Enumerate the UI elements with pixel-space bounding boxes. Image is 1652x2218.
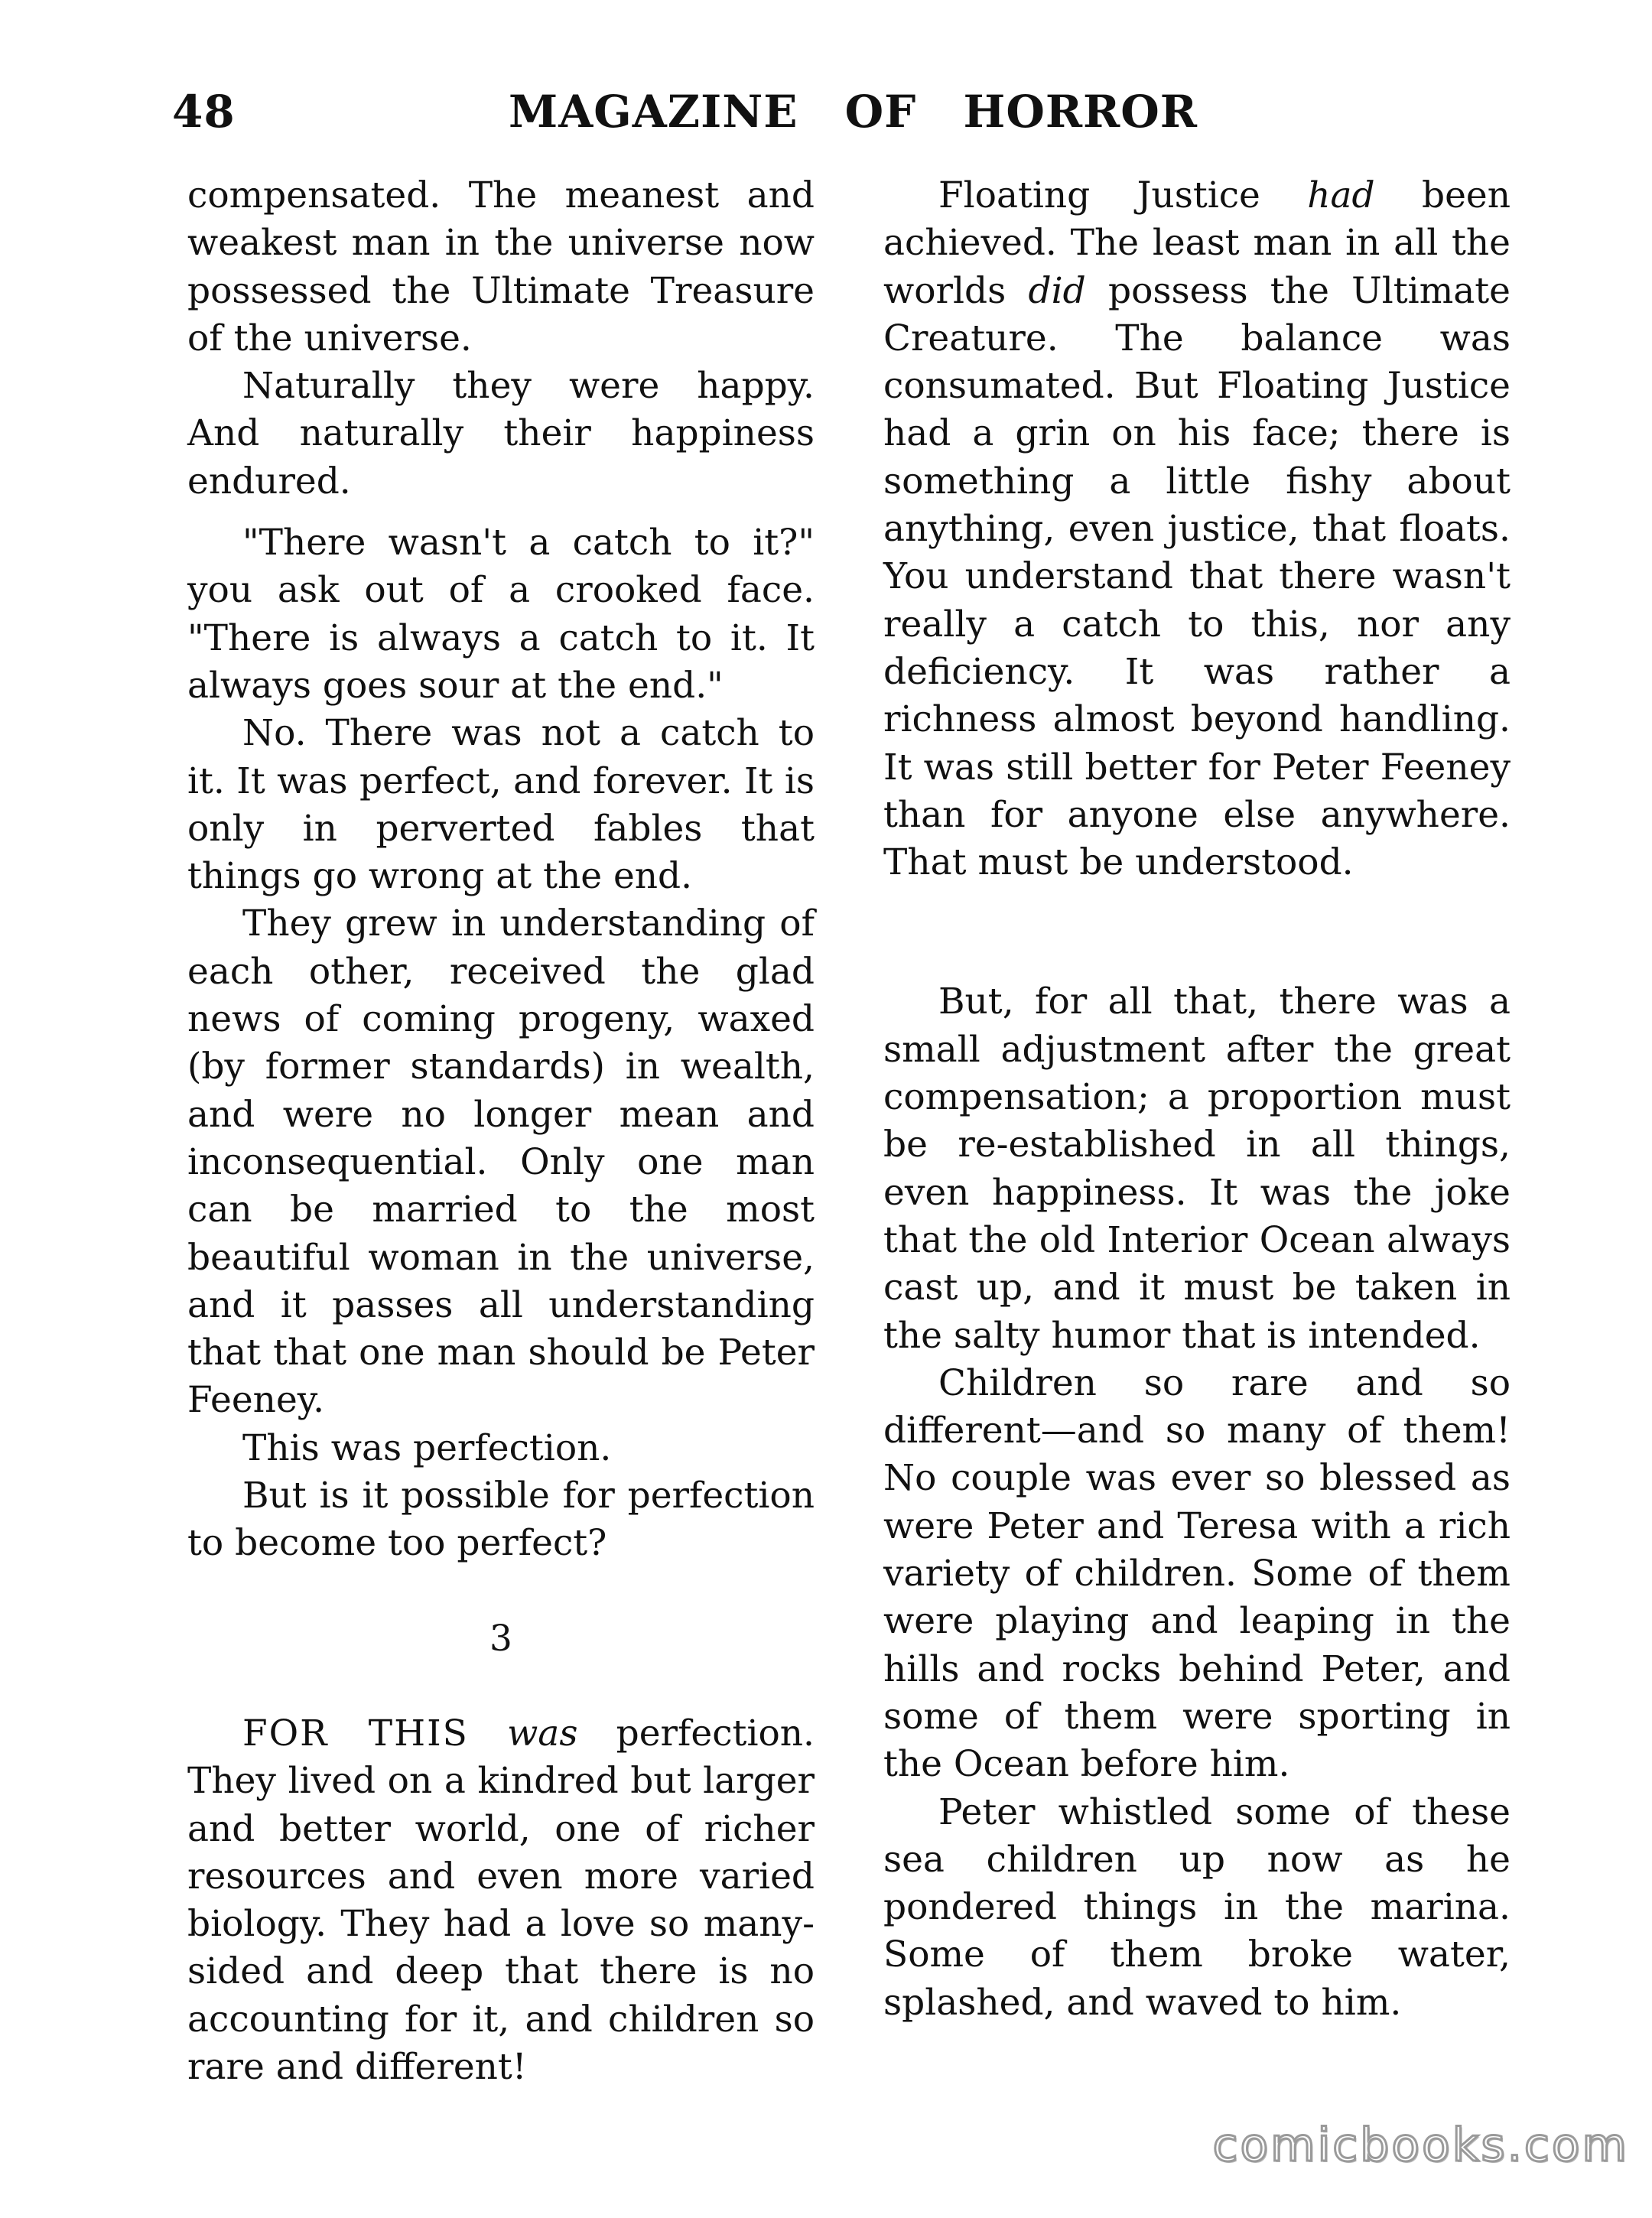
- section-number: 3: [489, 1617, 512, 1660]
- running-title: MAGAZINE OF HORROR: [509, 86, 1198, 138]
- paragraph: But, for all that, there was a small adjustment after the great compensation; a proportion must be re-established in all things, even happiness. It was the joke that the old Interior Ocean always cast up, and it must be taken in the salty humor that is intended.: [883, 981, 1511, 1357]
- paragraph: No. There was not a catch to it. It was perfect, and forever. It is only in perverted fables that things go wrong at the end.: [187, 712, 815, 898]
- left-column: [187, 172, 815, 2091]
- paragraph-text: possess the Ultimate Creature. The balance was consumated. But Floating Justice had a grin on his face; there is something a little fishy about anything, even justice, that floats. You understand that there wasn't really a catch to this, nor any deficiency. It was rather a richness almost beyond handling. It was still better for Peter Feeney than for anyone else anywhere. That must be understood.: [883, 269, 1511, 884]
- paragraph: "There wasn't a catch to it?" you ask out of a crooked face. "There is always a catch to it. It always goes sour at the end.": [187, 522, 815, 707]
- page-header: [0, 86, 1652, 147]
- paragraph: Peter whistled some of these sea children up now as he pondered things in the marina. Some of them broke water, splashed, and waved to him.: [883, 1790, 1511, 2024]
- watermark: comicbooks.com: [1212, 2119, 1629, 2172]
- emphasis: did: [1028, 269, 1086, 312]
- paragraph: But is it possible for perfection to become too perfect?: [187, 1475, 815, 1565]
- paragraph-text: perfection. They lived on a kindred but larger and better world, one of richer resources and even more varied biology. They had a love so many-sided and deep that there is no accounting for it, and children so rare and different!: [187, 1712, 815, 2088]
- right-column: [883, 172, 1511, 2027]
- emphasis: had: [1307, 174, 1375, 216]
- paragraph: Children so rare and so different—and so many of them! No couple was ever so blessed as were Peter and Teresa with a rich variety of children. Some of them were playing and leaping in the hills and rocks behind Peter, and some of them were sporting in the Ocean before him.: [883, 1361, 1511, 1786]
- paragraph: This was perfection.: [242, 1426, 612, 1469]
- paragraph: [883, 172, 1511, 886]
- lead-in: FOR THIS: [242, 1712, 469, 1755]
- paragraph: compensated. The meanest and weakest man in the universe now possessed the Ultimate Treasure of the universe.: [187, 174, 815, 359]
- page-number: 48: [172, 86, 236, 138]
- paragraph: [187, 1710, 815, 2091]
- emphasis: was: [507, 1712, 578, 1755]
- paragraph-text: been achieved. The least man in all the worlds: [883, 174, 1511, 312]
- paragraph: Naturally they were happy. And naturally their happiness endured.: [187, 365, 815, 502]
- paragraph-text: Floating Justice: [938, 174, 1260, 216]
- paragraph: They grew in understanding of each other, received the glad news of coming progeny, waxed (by former standards) in wealth, and were no longer mean and inconsequential. Only one man can be married to the most beautiful woman in the universe, and it passes all understanding that that one man should be Peter Feeney.: [187, 902, 815, 1422]
